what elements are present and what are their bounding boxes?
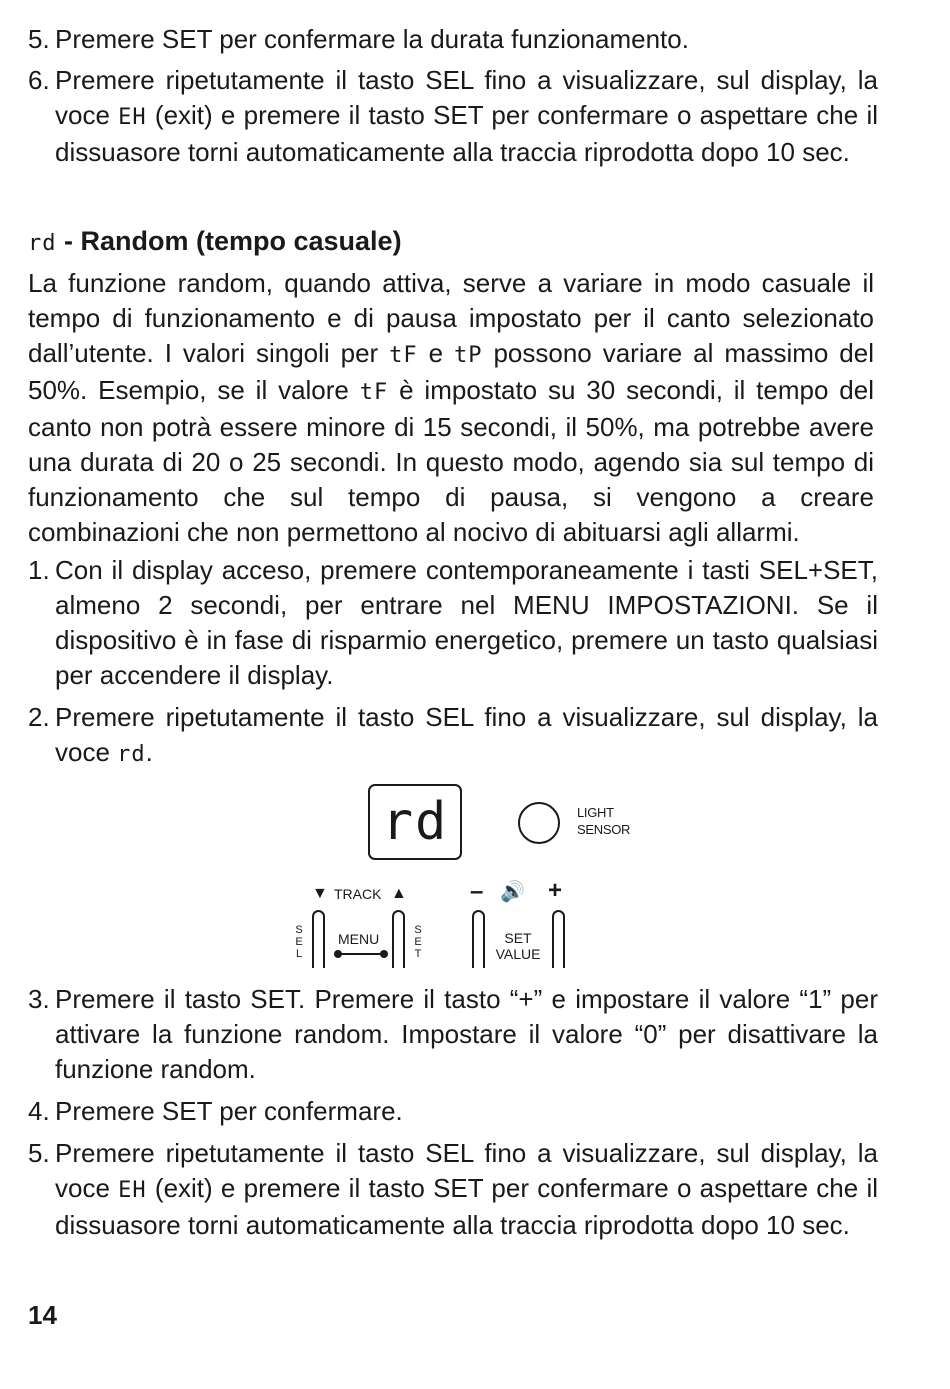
step-4 [28, 1094, 878, 1129]
step-text [55, 1136, 878, 1243]
step-text-part: (exit) e premere il tasto SET per confermare o aspettare che il dissuasore torni automaticamente alla traccia riprodotta dopo 10 sec. [55, 100, 878, 167]
step-1 [28, 553, 878, 693]
lcd-display [368, 784, 462, 860]
step-number: 1. [28, 555, 50, 585]
paragraph-text: è impostato su 30 secondi, il tempo del canto non potrà essere minore di 15 secondi, il 50%, ma potrebbe avere una durata di 20 o 25 secondi. In questo modo, agendo sia sul tempo di funzionamento che sul tempo di pausa, si vengono a creare combinazioni che non permettono al nocivo di abituarsi agli allarmi. [28, 375, 874, 547]
random-description [28, 266, 874, 550]
step-text-part: (exit) e premere il tasto SET per confermare o aspettare che il dissuasore torni automaticamente alla traccia riprodotta dopo 10 sec. [55, 1173, 878, 1240]
display-code-exit: EH [118, 105, 147, 130]
step-text-part: Premere ripetutamente il tasto SEL fino a visualizzare, sul display, la voce [55, 1138, 878, 1203]
display-code-tp: tP [454, 343, 483, 368]
step-6-top [28, 63, 878, 170]
section-heading [28, 223, 402, 262]
step-number: 5. [28, 1138, 50, 1168]
step-text-part: Premere ripetutamente il tasto SEL fino a visualizzare, sul display, la voce [55, 702, 878, 767]
step-number: 6. [28, 65, 50, 95]
section-title: - Random (tempo casuale) [56, 226, 402, 256]
set-vertical-label [413, 924, 423, 960]
step-2 [28, 700, 878, 772]
step-text: Premere il tasto SET. Premere il tasto “+” e impostare il valore “1” per attivare la funzione random. Impostare il valore “0” per disattivare la funzione random. [55, 984, 878, 1084]
step-text: Premere SET per confermare la durata funzionamento. [55, 24, 689, 54]
track-down-icon: ▼ [312, 885, 328, 902]
plus-icon: + [548, 877, 563, 904]
paragraph-text: possono variare al massimo del 50%. Esempio, se il valore [28, 338, 874, 405]
sensor-label: SENSOR [577, 822, 631, 837]
sel-key [312, 910, 325, 968]
minus-key [472, 910, 485, 968]
set-value-line2: VALUE [495, 946, 541, 962]
sel-vertical-label [294, 924, 304, 960]
step-number: 4. [28, 1096, 50, 1126]
step-text-part: Premere ripetutamente il tasto SEL fino a visualizzare, sul display, la voce [55, 65, 878, 130]
track-label: TRACK [334, 886, 382, 902]
page-number: 14 [28, 1300, 57, 1330]
step-number: 2. [28, 702, 50, 732]
lcd-display-text: rd [381, 792, 449, 852]
speaker-icon: 🔊 [500, 881, 525, 903]
light-sensor-icon [518, 802, 560, 844]
set-value-label [492, 930, 544, 962]
display-code-rd: rd [28, 231, 57, 256]
menu-connector-icon [332, 948, 390, 960]
set-value-line1: SET [504, 930, 532, 946]
step-number: 3. [28, 984, 50, 1014]
step-text [55, 700, 878, 772]
menu-label: MENU [338, 931, 380, 947]
step-5-bottom [28, 1136, 878, 1243]
minus-icon: – [470, 878, 484, 905]
step-text-part: . [145, 737, 153, 767]
light-sensor-label [577, 804, 630, 838]
set-key [392, 910, 405, 968]
display-code-rd: rd [117, 742, 146, 767]
display-code-tf: tF [389, 343, 418, 368]
sel-text: SEL [295, 924, 303, 960]
step-5-top [28, 22, 878, 57]
step-text: Premere SET per confermare. [55, 1096, 403, 1126]
plus-key [552, 910, 565, 968]
display-code-exit: EH [118, 1178, 147, 1203]
device-panel-illustration [280, 780, 680, 975]
step-3 [28, 982, 878, 1087]
step-number: 5. [28, 24, 50, 54]
track-up-icon: ▲ [391, 885, 407, 902]
set-text: SET [414, 924, 422, 960]
step-text [55, 63, 878, 170]
step-text: Con il display acceso, premere contemporaneamente i tasti SEL+SET, almeno 2 secondi, per entrare nel MENU IMPOSTAZIONI. Se il dispositivo è in fase di risparmio energetico, premere un tasto qualsiasi per accendere il display. [55, 555, 878, 690]
paragraph-text: La funzione random, quando attiva, serve a variare in modo casuale il tempo di funzionamento e di pausa impostato per il canto selezionato dall’utente. I valori singoli per [28, 268, 874, 368]
paragraph-text: e [417, 338, 455, 368]
light-label: LIGHT [577, 805, 614, 820]
display-code-tf: tF [359, 380, 389, 405]
